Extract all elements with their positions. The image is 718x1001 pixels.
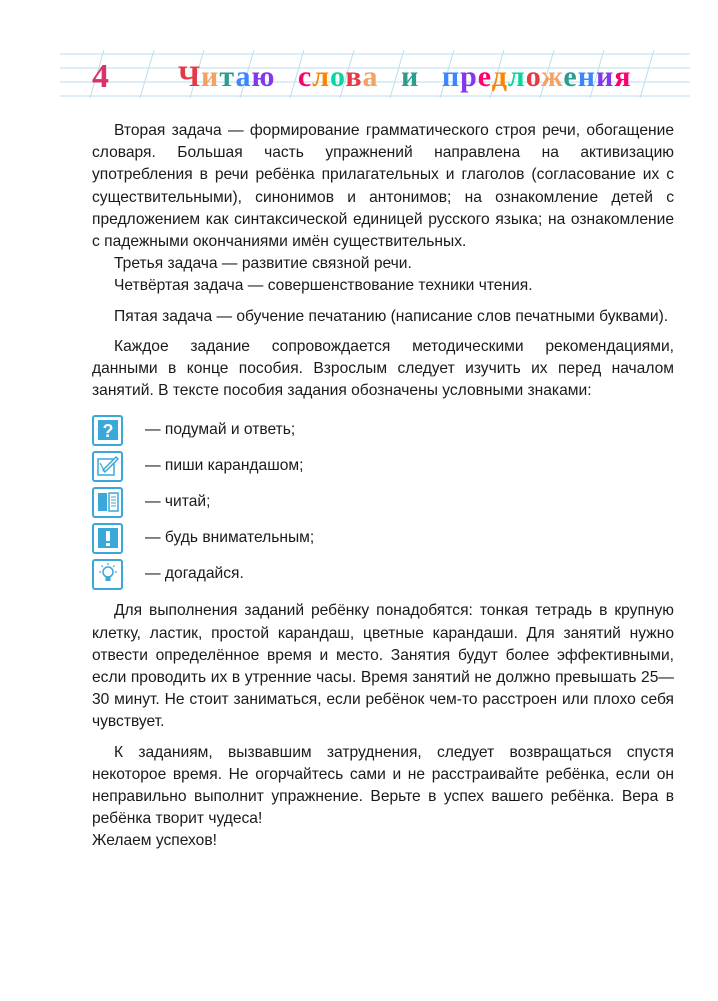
title-letter: а: [235, 60, 252, 93]
title-letter: д: [491, 60, 508, 93]
title-word: [178, 60, 275, 93]
title-letter: л: [312, 60, 331, 93]
exclamation-icon: [92, 523, 123, 554]
paragraph: Четвёртая задача — совершенствование техники чтения.: [114, 277, 533, 295]
title-letter: л: [507, 60, 526, 93]
title-letter: п: [441, 60, 461, 93]
page-header: [0, 40, 718, 110]
title-letter: т: [219, 60, 236, 93]
title-letter: о: [525, 60, 542, 93]
title-letter: н: [577, 60, 596, 93]
closing-wish: Желаем успехов!: [92, 832, 217, 850]
title-letter: с: [297, 60, 313, 93]
title-letter: и: [201, 60, 220, 93]
legend-text: — догадайся.: [145, 565, 244, 583]
paragraph: К заданиям, вызвавшим затруднения, следует возвращаться спустя некоторое время. Не огорчайтесь сами и не расстраивайте ребёнка, если он неправильно выполнит упражнение. Верьте в успех вашего ребёнка. Вера в ребёнка творит чудеса!: [92, 743, 674, 828]
page-title: [178, 60, 646, 94]
pencil-icon: [92, 451, 123, 482]
paragraph: Третья задача — развитие связной речи.: [114, 255, 412, 273]
svg-text:?: ?: [102, 421, 113, 442]
title-letter: р: [460, 60, 478, 93]
title-letter: я: [614, 60, 632, 93]
legend-text: — читай;: [145, 493, 211, 511]
legend-item: [92, 412, 674, 448]
legend-text: — пиши карандашом;: [145, 457, 304, 475]
title-letter: ж: [541, 60, 564, 93]
legend-item: [92, 448, 674, 484]
title-word: [442, 60, 632, 93]
paragraph: Каждое задание сопровождается методическими рекомендациями, данными в конце пособия. Взрослым следует изучить их перед началом занятий. В тексте пособия задания обозначены условными знаками:: [92, 337, 674, 400]
title-letter: о: [330, 60, 346, 93]
title-letter: и: [401, 60, 420, 93]
legend-text: — подумай и ответь;: [145, 421, 296, 439]
paragraph: Вторая задача — формирование грамматического строя речи, обогащение словаря. Большая часть упражнений направлена на активизацию употребления в речи ребёнка прилагательных и глаголов (согласование их с существительными), синонимов и антонимов; на ознакомление детей с предложением как синтаксической единицей русского языка; на ознакомление с падежными окончаниями имён существительных.: [92, 122, 674, 251]
legend-item: [92, 520, 674, 556]
title-letter: и: [596, 60, 615, 93]
title-letter: в: [345, 60, 363, 93]
legend-item: [92, 484, 674, 520]
paragraph: Пятая задача — обучение печатанию (написание слов печатными буквами).: [114, 307, 669, 325]
symbol-legend: [92, 412, 674, 592]
legend-item: [92, 556, 674, 592]
title-letter: Ч: [178, 60, 202, 93]
title-word: [401, 60, 419, 93]
book-icon: [92, 487, 123, 518]
body-text: [92, 120, 674, 853]
title-letter: е: [477, 60, 492, 93]
paragraph: Для выполнения заданий ребёнку понадобятся: тонкая тетрадь в крупную клетку, ластик, простой карандаш, цветные карандаши. Для занятий нужно отвести определённое время и место. Занятия будут более эффективными, если проводить их в утренние часы. Время занятий не должно превышать 25—30 минут. Не стоит заниматься, если ребёнок чем-то расстроен или плохо себя чувствует.: [92, 602, 674, 731]
page-number: 4: [92, 58, 109, 95]
legend-text: — будь внимательным;: [145, 529, 315, 547]
title-letter: а: [362, 60, 379, 93]
title-word: [298, 60, 379, 93]
title-letter: ю: [251, 60, 276, 93]
question-icon: [92, 415, 123, 446]
lightbulb-icon: [92, 559, 123, 590]
title-letter: е: [563, 60, 578, 93]
